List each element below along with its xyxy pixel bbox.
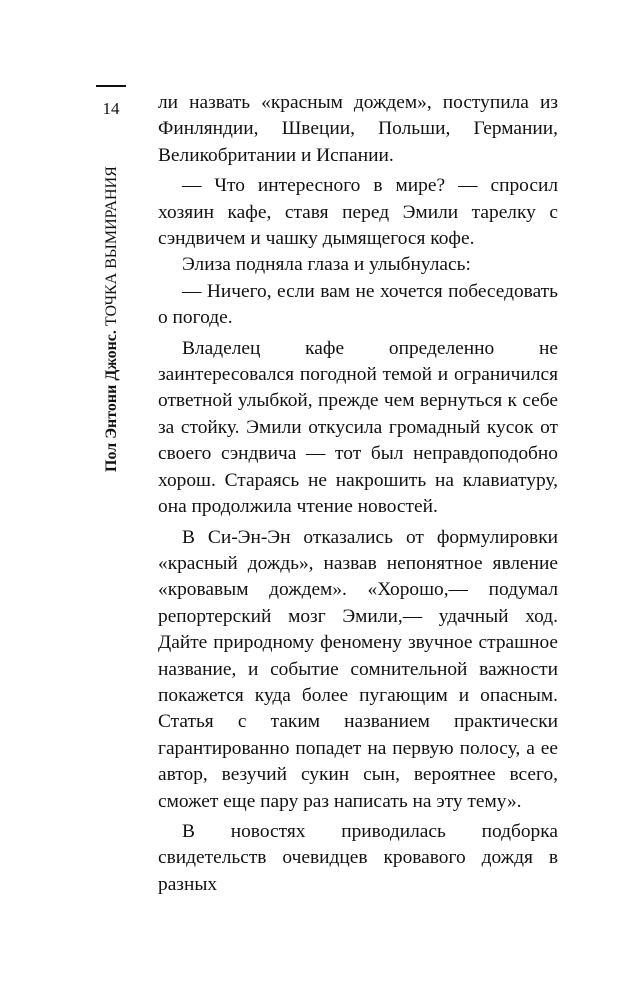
- paragraph-4: — Ничего, если вам не хочется побеседовать о погоде.: [158, 280, 558, 329]
- running-head-author: Пол Энтони Джонс.: [103, 330, 120, 472]
- page-number: 14: [102, 99, 120, 118]
- header-rule: [96, 85, 126, 87]
- paragraph-6: В Си-Эн-Эн отказались от формулировки «красный дождь», назвав непонятное явление «кровавым дождем». «Хорошо,— подумал репортерский мозг Эмили,— удачный ход. Дайте природному феномену звучное страшное название, и событие сомнительной важности покажется куда более пугающим и опасным. Статья с таким названием практически гарантированно попадет на первую полосу, а ее автор, везучий сукин сын, вероятнее всего, сможет еще пару раз написать на эту тему».: [158, 526, 558, 812]
- paragraph-3: Элиза подняла глаза и улыбнулась:: [182, 254, 471, 276]
- body-text: [158, 90, 558, 898]
- paragraph-2: — Что интересного в мире? — спросил хозяин кафе, ставя перед Эмили тарелку с сэндвичем и чашку дымящегося кофе.: [158, 175, 558, 250]
- running-head-text: [103, 132, 121, 472]
- running-head-title: ТОЧКА ВЫМИРАНИЯ: [103, 166, 120, 327]
- paragraph-5: Владелец кафе определенно не заинтересовался погодной темой и ограничился ответной улыбкой, прежде чем вернуться к себе за стойку. Эмили откусила громадный кусок от своего сэндвича — тот был неправдоподобно хорош. Стараясь не накрошить на клавиатуру, она продолжила чтение новостей.: [158, 337, 558, 518]
- paragraph-1: ли назвать «красным дождем», поступила из Финляндии, Швеции, Польши, Германии, Великобритании и Испании.: [158, 92, 558, 166]
- paragraph-7: В новостях приводилась подборка свидетельств очевидцев кровавого дождя в разных: [158, 820, 558, 895]
